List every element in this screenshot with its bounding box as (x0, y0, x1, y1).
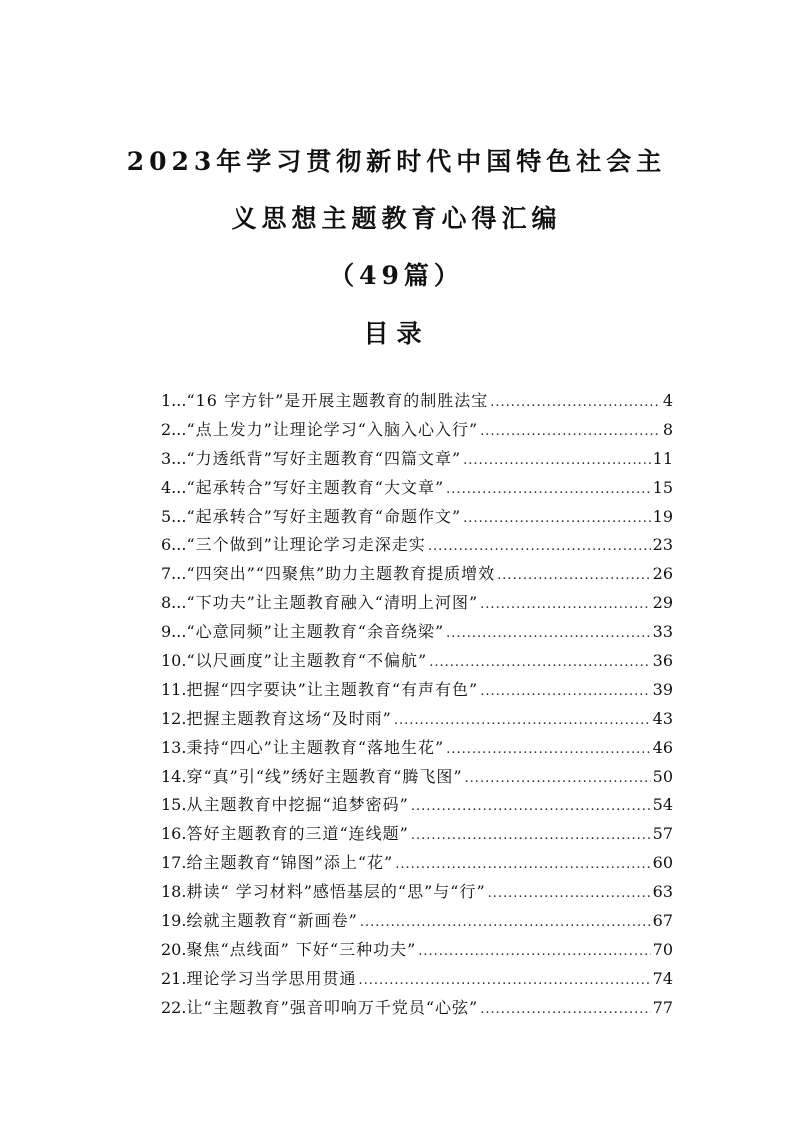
toc-entry-number: 13. (161, 737, 187, 757)
toc-entry-title: 聚焦“点线面” 下好“三种功夫” (186, 939, 417, 959)
toc-entry-page: 70 (652, 939, 673, 959)
toc-entry-page: 4 (662, 391, 673, 410)
toc-entry-number: 21. (161, 968, 187, 988)
toc-entry[interactable] (161, 792, 673, 821)
toc-entry-number: 5... (161, 506, 187, 526)
toc-entry-number: 6... (161, 535, 187, 555)
toc-entry[interactable] (161, 764, 673, 793)
toc-entry-page: 67 (652, 911, 673, 931)
toc-entry[interactable] (161, 677, 673, 706)
toc-entry-number: 16. (161, 824, 187, 844)
document-title-count: （49篇） (329, 261, 464, 290)
toc-entry[interactable] (161, 446, 673, 475)
toc-entry-number: 9... (161, 622, 187, 642)
toc-entry-title: “下功夫”让主题教育融入“清明上河图” (186, 593, 479, 613)
toc-heading: 目录 (363, 319, 430, 348)
toc-entry-page: 43 (652, 708, 673, 728)
toc-entry[interactable] (161, 648, 673, 677)
toc-entry[interactable] (161, 995, 673, 1024)
toc-entry-title: “心意同频”让主题教育“余音绕梁” (186, 622, 445, 642)
toc-entry-number: 10. (161, 651, 187, 671)
toc-entry-page: 11 (652, 448, 673, 468)
toc-dot-leader (480, 597, 650, 612)
toc-entry-title: 耕读“ 学习材料”感悟基层的“思”与“行” (186, 882, 486, 902)
toc-entry[interactable] (161, 590, 673, 619)
toc-entry-title: “点上发力”让理论学习“入脑入心入行” (186, 419, 479, 439)
toc-entry-page: 15 (652, 477, 673, 497)
toc-entry[interactable] (161, 850, 673, 879)
toc-entry[interactable] (161, 388, 673, 417)
toc-entry-number: 18. (161, 882, 187, 902)
toc-entry-page: 50 (652, 766, 673, 786)
toc-entry-title: “三个做到”让理论学习走深走实 (186, 535, 426, 555)
toc-dot-leader (446, 626, 650, 641)
toc-dot-leader (411, 828, 651, 843)
toc-entry[interactable] (161, 879, 673, 908)
toc-entry[interactable] (161, 735, 673, 764)
toc-entry-title: 把握“四字要诀”让主题教育“有声有色” (186, 679, 479, 699)
toc-entry[interactable] (161, 908, 673, 937)
toc-dot-leader (394, 713, 651, 728)
toc-entry-title: “以尺画度”让主题教育“不偏航” (186, 651, 428, 671)
toc-entry-number: 20. (161, 939, 187, 959)
toc-entry-title: “起承转合”写好主题教育“命题作文” (186, 506, 462, 526)
toc-dot-leader (428, 539, 651, 554)
toc-entry-number: 4... (161, 477, 187, 497)
toc-dot-leader (358, 973, 650, 988)
toc-entry-page: 60 (652, 853, 673, 873)
toc-entry-page: 63 (652, 882, 673, 902)
toc-entry-title: 秉持“四心”让主题教育“落地生花” (186, 737, 445, 757)
toc-dot-leader (488, 886, 651, 901)
toc-dot-leader (465, 771, 651, 786)
toc-dot-leader (446, 742, 650, 757)
toc-dot-leader (480, 1002, 650, 1017)
toc-dot-leader (395, 857, 650, 872)
document-title-line-1: 2023年学习贯彻新时代中国特色社会主 (126, 147, 667, 176)
toc-dot-leader (480, 424, 661, 439)
toc-entry-page: 39 (652, 679, 673, 699)
toc-entry[interactable] (161, 966, 673, 995)
toc-entry-number: 1... (161, 391, 187, 410)
toc-entry-number: 7... (161, 564, 187, 584)
toc-entry-title: 给主题教育“锦图”添上“花” (186, 853, 394, 873)
toc-entry-title: “四突出”“四聚焦”助力主题教育提质增效 (186, 564, 496, 584)
toc-entry-title: “16 字方针”是开展主题教育的制胜法宝 (186, 391, 489, 410)
toc-entry[interactable] (161, 821, 673, 850)
toc-entry-title: 把握主题教育这场“及时雨” (186, 708, 392, 728)
toc-entry-title: “起承转合”写好主题教育“大文章” (186, 477, 445, 497)
toc-entry-page: 26 (652, 564, 673, 584)
toc-dot-leader (411, 799, 651, 814)
toc-entry-title: 绘就主题教育“新画卷” (186, 911, 358, 931)
toc-entry-page: 19 (652, 506, 673, 526)
toc-entry-number: 11. (161, 679, 187, 699)
toc-entry-page: 57 (652, 824, 673, 844)
toc-entry-number: 15. (161, 795, 187, 815)
toc-entry-page: 54 (652, 795, 673, 815)
toc-entry-title: 穿“真”引“线”绣好主题教育“腾飞图” (186, 766, 463, 786)
toc-entry[interactable] (161, 619, 673, 648)
toc-entry[interactable] (161, 417, 673, 446)
toc-entry[interactable] (161, 532, 673, 561)
toc-entry-number: 22. (161, 997, 187, 1017)
toc-entry-page: 36 (652, 651, 673, 671)
toc-entry[interactable] (161, 706, 673, 735)
toc-entry[interactable] (161, 561, 673, 590)
toc-dot-leader (463, 453, 650, 468)
toc-entry-number: 12. (161, 708, 187, 728)
toc-entry-title: 让“主题教育”强音叩响万千党员“心弦” (186, 997, 479, 1017)
toc-entry-number: 8... (161, 593, 187, 613)
toc-entry-number: 2... (161, 419, 187, 439)
toc-entry-page: 8 (662, 419, 673, 439)
toc-dot-leader (446, 482, 650, 497)
document-title-line-2: 义思想主题教育心得汇编 (231, 204, 562, 233)
toc-entry-number: 3... (161, 448, 187, 468)
toc-entry-page: 23 (652, 535, 673, 555)
toc-entry-page: 29 (652, 593, 673, 613)
toc-dot-leader (480, 684, 650, 699)
toc-entry-number: 14. (161, 766, 187, 786)
toc-entry-number: 17. (161, 853, 187, 873)
toc-entry-page: 77 (652, 997, 673, 1017)
toc-dot-leader (497, 568, 650, 583)
toc-entry-page: 74 (652, 968, 673, 988)
toc-entry-title: “力透纸背”写好主题教育“四篇文章” (186, 448, 462, 468)
toc-entry-number: 19. (161, 911, 187, 931)
toc-entry-title: 答好主题教育的三道“连线题” (186, 824, 409, 844)
toc-dot-leader (418, 944, 650, 959)
toc-entry-title: 从主题教育中挖掘“追梦密码” (186, 795, 409, 815)
toc-entry[interactable] (161, 475, 673, 504)
table-of-contents (161, 388, 673, 1024)
toc-entry[interactable] (161, 504, 673, 533)
toc-dot-leader (360, 915, 651, 930)
toc-entry-page: 33 (652, 622, 673, 642)
toc-entry-title: 理论学习当学思用贯通 (186, 968, 357, 988)
toc-dot-leader (463, 511, 650, 526)
toc-dot-leader (490, 395, 661, 410)
toc-entry[interactable] (161, 937, 673, 966)
toc-entry-page: 46 (652, 737, 673, 757)
toc-dot-leader (429, 655, 650, 670)
